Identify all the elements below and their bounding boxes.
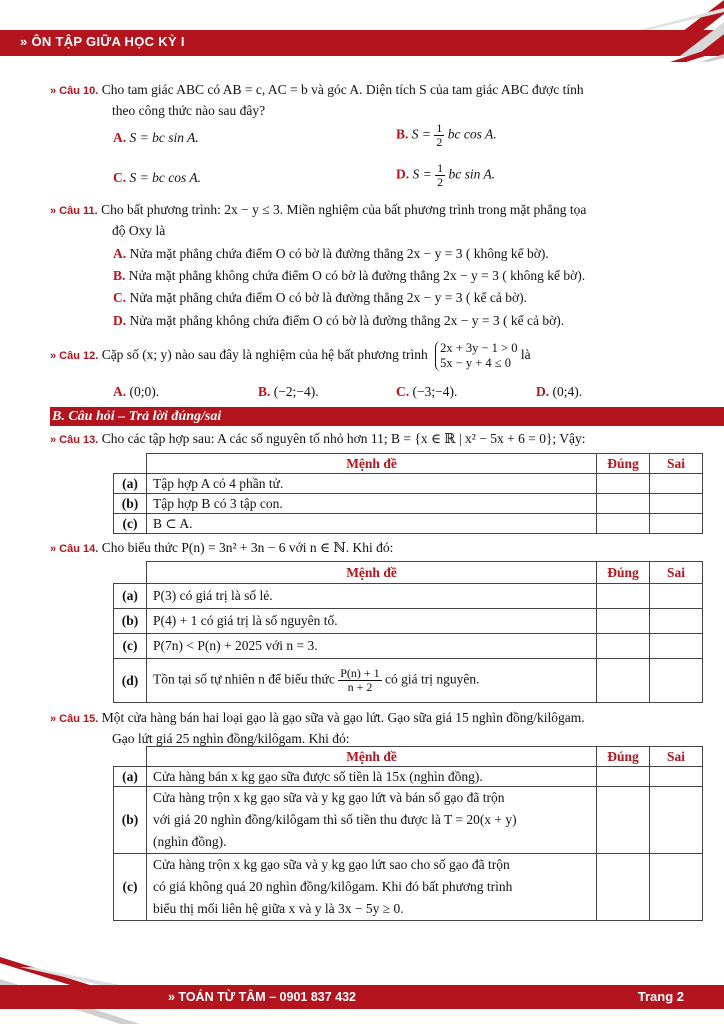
table-row	[114, 494, 703, 514]
row-text: P(4) + 1 có giá trị là số nguyên tố.	[147, 609, 597, 634]
question-13	[50, 429, 690, 450]
table-row	[114, 634, 703, 659]
table-row	[114, 659, 703, 703]
true-cell[interactable]	[597, 659, 650, 703]
row-text-post: có giá trị nguyên.	[385, 671, 480, 687]
row-key: (c)	[114, 634, 147, 659]
option-letter: B.	[396, 126, 409, 142]
row-text-pre: Tồn tại số tự nhiên n để biểu thức	[153, 671, 335, 687]
question-label: » Câu 15.	[50, 713, 99, 725]
row-text-line: với giá 20 nghìn đồng/kilôgam thì số tiền thu được là T = 20(x + y)	[153, 812, 517, 827]
col-true: Đúng	[597, 454, 650, 474]
inequality-system	[435, 341, 517, 371]
option-c[interactable]	[113, 288, 527, 308]
row-key: (b)	[114, 494, 147, 514]
col-false: Sai	[650, 747, 703, 767]
false-cell[interactable]	[650, 474, 703, 494]
question-10	[50, 80, 690, 121]
question-14	[50, 538, 690, 559]
row-text-line: Cửa hàng trộn x kg gạo sữa và y kg gạo lứt sao cho số gạo đã trộn	[153, 857, 510, 872]
col-true: Đúng	[597, 747, 650, 767]
option-a[interactable]	[113, 244, 549, 264]
question-15	[50, 708, 710, 749]
option-letter: B.	[113, 268, 126, 283]
option-text: bc cos A.	[447, 126, 497, 142]
system-line-1: 2x + 3y − 1 > 0	[440, 340, 518, 355]
option-text: S =	[412, 166, 432, 182]
option-c[interactable]	[113, 168, 201, 188]
true-cell[interactable]	[597, 609, 650, 634]
frac-den: n + 2	[347, 680, 373, 694]
option-letter: A.	[113, 130, 127, 145]
option-letter: C.	[396, 384, 410, 399]
col-statement: Mệnh đề	[147, 747, 597, 767]
true-cell[interactable]	[597, 854, 650, 921]
row-key: (c)	[114, 854, 147, 921]
row-text: B ⊂ A.	[147, 514, 597, 534]
option-b[interactable]	[258, 382, 319, 402]
true-cell[interactable]	[597, 787, 650, 854]
question-text: Cho bất phương trình: 2x − y ≤ 3. Miền nghiệm của bất phương trình trong mặt phẳng tọa	[101, 202, 587, 217]
question-text: Cho tam giác ABC có AB = c, AC = b và góc A. Diện tích S của tam giác ABC được tính	[101, 82, 584, 97]
table-row	[114, 584, 703, 609]
question-text: Cho các tập hợp sau: A các số nguyên tố nhỏ hơn 11; B = {x ∈ ℝ | x² − 5x + 6 = 0}; Vậy:	[101, 431, 586, 446]
false-cell[interactable]	[650, 609, 703, 634]
table-row	[114, 787, 703, 854]
true-cell[interactable]	[597, 474, 650, 494]
row-text: Cửa hàng bán x kg gạo sữa được số tiền là 15x (nghìn đồng).	[147, 767, 597, 787]
option-text: S = bc sin A.	[129, 130, 199, 145]
question-label: » Câu 14.	[50, 543, 99, 555]
option-text: (−3;−4).	[412, 384, 458, 399]
option-text: bc sin A.	[448, 166, 496, 182]
option-text: S = bc cos A.	[129, 170, 201, 185]
row-key: (b)	[114, 609, 147, 634]
header-title: » ÔN TẬP GIỮA HỌC KỲ I	[20, 34, 185, 49]
row-key: (c)	[114, 514, 147, 534]
true-cell[interactable]	[597, 494, 650, 514]
option-d[interactable]	[113, 311, 564, 331]
option-text: (0;0).	[129, 384, 160, 399]
row-text	[147, 854, 597, 921]
option-text: Nửa mặt phẳng chứa điểm O có bờ là đường thẳng 2x − y = 3 ( kể cả bờ).	[129, 290, 527, 305]
row-text: P(7n) < P(n) + 2025 với n = 3.	[147, 634, 597, 659]
true-cell[interactable]	[597, 767, 650, 787]
footer-bar	[0, 985, 724, 1009]
section-b-heading: B. Câu hỏi – Trả lời đúng/sai	[50, 407, 724, 426]
row-key: (d)	[114, 659, 147, 703]
row-text: P(3) có giá trị là số lẻ.	[147, 584, 597, 609]
table-row	[114, 854, 703, 921]
question-label: » Câu 13.	[50, 434, 99, 446]
true-cell[interactable]	[597, 584, 650, 609]
option-letter: D.	[536, 384, 550, 399]
row-key: (a)	[114, 767, 147, 787]
frac-den: 2	[436, 135, 443, 149]
frac-num: P(n) + 1	[340, 666, 380, 680]
option-letter: A.	[113, 246, 127, 261]
question-11	[50, 200, 690, 241]
table-row	[114, 474, 703, 494]
option-a[interactable]	[113, 128, 199, 148]
col-statement: Mệnh đề	[147, 562, 597, 584]
table-row	[114, 514, 703, 534]
false-cell[interactable]	[650, 659, 703, 703]
row-key: (b)	[114, 787, 147, 854]
row-text-line: có giá không quá 20 nghìn đồng/kilôgam. Khi đó bất phương trình	[153, 879, 513, 894]
question-text-cont: Gạo lứt giá 25 nghìn đồng/kilôgam. Khi đó:	[112, 731, 350, 746]
frac-den: 2	[437, 175, 444, 189]
false-cell[interactable]	[650, 787, 703, 854]
false-cell[interactable]	[650, 514, 703, 534]
table-row	[114, 609, 703, 634]
row-text-line: biểu thị mối liên hệ giữa x và y là 3x − 5y ≥ 0.	[153, 901, 404, 916]
option-b[interactable]	[396, 122, 497, 149]
true-cell[interactable]	[597, 634, 650, 659]
question-label: » Câu 11.	[50, 205, 98, 217]
col-false: Sai	[650, 562, 703, 584]
true-cell[interactable]	[597, 514, 650, 534]
question-label: » Câu 12.	[50, 350, 99, 362]
option-a[interactable]	[113, 382, 159, 402]
option-text: S =	[411, 126, 432, 142]
question-text: Cặp số (x; y) nào sau đây là nghiệm của hệ bất phương trình	[101, 347, 428, 362]
question-text-cont: độ Oxy là	[112, 223, 166, 238]
option-text: (−2;−4).	[273, 384, 319, 399]
option-d[interactable]	[396, 162, 495, 189]
question-text-tail: là	[520, 347, 531, 362]
option-text: (0;4).	[552, 384, 583, 399]
false-cell[interactable]	[650, 634, 703, 659]
row-text: Tập hợp A có 4 phần tử.	[147, 474, 597, 494]
col-false: Sai	[650, 454, 703, 474]
system-line-2: 5x − y + 4 ≤ 0	[440, 355, 512, 370]
option-text: Nửa mặt phẳng không chứa điểm O có bờ là đường thẳng 2x − y = 3 ( kể cả bờ).	[129, 313, 565, 328]
false-cell[interactable]	[650, 854, 703, 921]
row-key: (a)	[114, 584, 147, 609]
col-true: Đúng	[597, 562, 650, 584]
page-number: Trang 2	[637, 989, 684, 1004]
option-letter: B.	[258, 384, 271, 399]
row-key: (a)	[114, 474, 147, 494]
question-text: Một cửa hàng bán hai loại gạo là gạo sữa và gạo lứt. Gạo sữa giá 15 nghìn đồng/kilôgam.	[101, 710, 585, 725]
option-text: Nửa mặt phẳng chứa điểm O có bờ là đường thẳng 2x − y = 3 ( không kể bờ).	[129, 246, 549, 261]
option-text: Nửa mặt phẳng không chứa điểm O có bờ là đường thẳng 2x − y = 3 ( không kể bờ).	[128, 268, 586, 283]
frac-num: 1	[436, 121, 443, 135]
row-text-line: Cửa hàng trộn x kg gạo sữa và y kg gạo lứt và bán số gạo đã trộn	[153, 790, 505, 805]
table-row	[114, 767, 703, 787]
question-12	[50, 336, 690, 375]
option-letter: A.	[113, 384, 127, 399]
option-letter: C.	[113, 170, 127, 185]
question-label: » Câu 10.	[50, 85, 99, 97]
row-text: Tập hợp B có 3 tập con.	[147, 494, 597, 514]
row-text	[147, 787, 597, 854]
frac-num: 1	[437, 161, 444, 175]
row-text	[147, 659, 597, 703]
truefalse-table-13	[113, 453, 703, 534]
option-d[interactable]	[536, 382, 582, 402]
footer-author: » TOÁN TỪ TÂM – 0901 837 432	[168, 990, 357, 1004]
question-text: Cho biểu thức P(n) = 3n² + 3n − 6 với n ∈ ℕ. Khi đó:	[101, 540, 394, 555]
false-cell[interactable]	[650, 494, 703, 514]
header-decoration	[600, 0, 724, 80]
option-letter: C.	[113, 290, 127, 305]
truefalse-table-15	[113, 746, 703, 921]
col-statement: Mệnh đề	[147, 454, 597, 474]
option-c[interactable]	[396, 382, 457, 402]
option-letter: D.	[113, 313, 127, 328]
option-letter: D.	[396, 166, 410, 182]
option-b[interactable]	[113, 266, 585, 286]
row-text-line: (nghìn đồng).	[153, 834, 227, 849]
false-cell[interactable]	[650, 767, 703, 787]
false-cell[interactable]	[650, 584, 703, 609]
truefalse-table-14	[113, 561, 703, 703]
question-text-cont: theo công thức nào sau đây?	[112, 103, 266, 118]
